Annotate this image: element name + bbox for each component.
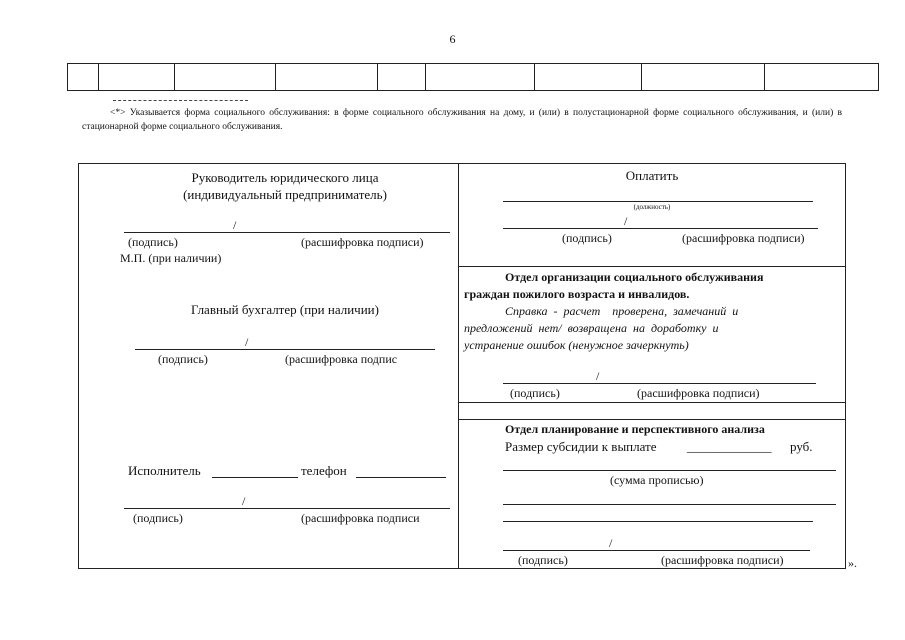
signature-slash: / — [624, 214, 628, 228]
phone-label: телефон — [301, 463, 347, 478]
stamp-label: М.П. (при наличии) — [120, 251, 222, 265]
sum-words-label: (сумма прописью) — [610, 473, 704, 487]
form-column-divider — [458, 163, 459, 569]
executor-signature-line — [124, 508, 450, 509]
dept1-sign-label: (подпись) — [510, 386, 560, 400]
section-divider — [458, 419, 846, 420]
signature-slash: / — [609, 536, 613, 550]
footnote-separator — [113, 100, 248, 101]
head-signature-line — [124, 232, 450, 233]
sum-words-line — [503, 521, 813, 522]
dept2-decode-label: (расшифровка подписи) — [661, 553, 784, 567]
section-divider — [458, 266, 846, 267]
table-cell-divider — [641, 64, 642, 90]
dept2-signature-line — [503, 550, 810, 551]
table-cell-divider — [98, 64, 99, 90]
signature-slash: / — [245, 335, 249, 349]
closing-quote-mark: ». — [848, 556, 857, 570]
dept1-title-line2: граждан пожилого возраста и инвалидов. — [464, 287, 690, 301]
table-cell-divider — [174, 64, 175, 90]
pay-sign-label: (подпись) — [562, 231, 612, 245]
dept1-title-line1: Отдел организации социального обслуживания — [505, 270, 764, 284]
position-line — [503, 201, 813, 202]
table-cell-divider — [534, 64, 535, 90]
empty-table-row — [67, 63, 879, 91]
executor-field-line — [212, 477, 298, 478]
pay-decode-label: (расшифровка подписи) — [682, 231, 805, 245]
accountant-sign-label: (подпись) — [158, 352, 208, 366]
dept1-decode-label: (расшифровка подписи) — [637, 386, 760, 400]
subsidy-label: Размер субсидии к выплате — [505, 439, 657, 454]
pay-title: Оплатить — [625, 168, 679, 183]
pay-signature-line — [503, 228, 818, 229]
page-number: 6 — [449, 32, 456, 46]
table-cell-divider — [425, 64, 426, 90]
dept1-text-line1: Справка - расчет проверена, замечаний и — [505, 304, 739, 318]
position-label: (должность) — [633, 203, 671, 211]
footnote-text: <*> Указывается форма социального обслуживания: в форме социального обслуживания на дому, и (или) в полустационарной форме социального обслуживания, и (или) в стационарной форме социального обслуживания. — [82, 108, 842, 132]
accountant-signature-line — [135, 349, 435, 350]
dept2-sign-label: (подпись) — [518, 553, 568, 567]
table-cell-divider — [764, 64, 765, 90]
head-sign-label: (подпись) — [128, 235, 178, 249]
head-title-line1: Руководитель юридического лица — [191, 170, 379, 185]
accountant-title: Главный бухгалтер (при наличии) — [191, 302, 379, 317]
sum-words-line — [503, 470, 836, 471]
dept2-title: Отдел планирование и перспективного анализа — [505, 422, 765, 436]
table-cell-divider — [377, 64, 378, 90]
signature-slash: / — [596, 369, 600, 383]
accountant-decode-label: (расшифровка подпис — [285, 352, 398, 366]
executor-decode-label: (расшифровка подписи — [301, 511, 420, 525]
head-decode-label: (расшифровка подписи) — [301, 235, 424, 249]
section-divider — [458, 402, 846, 403]
executor-label: Исполнитель — [128, 463, 201, 478]
executor-sign-label: (подпись) — [133, 511, 183, 525]
head-title-line2: (индивидуальный предприниматель) — [183, 187, 387, 202]
sum-words-line — [503, 504, 836, 505]
dept1-signature-line — [503, 383, 816, 384]
signature-slash: / — [242, 494, 246, 508]
signature-slash: / — [233, 218, 237, 232]
dept1-text-line2: предложений нет/ возвращена на доработку и — [464, 321, 719, 335]
subsidy-amount-field: _____________ — [687, 439, 772, 454]
currency-label: руб. — [790, 439, 813, 454]
phone-field-line — [356, 477, 446, 478]
dept1-text-line3: устранение ошибок (ненужное зачеркнуть) — [464, 338, 689, 352]
table-cell-divider — [275, 64, 276, 90]
